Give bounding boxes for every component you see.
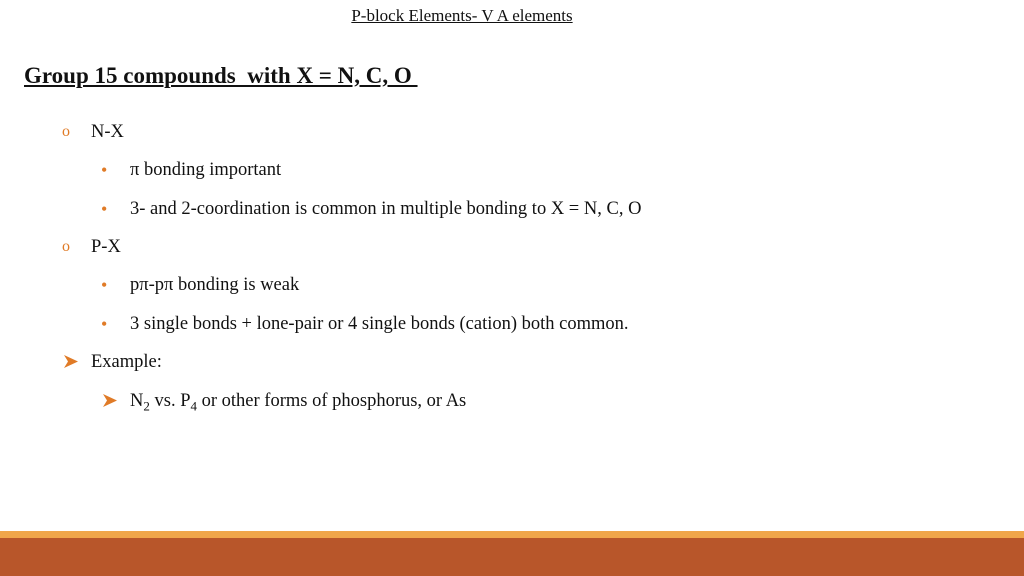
hollow-circle-bullet-icon: o [62, 123, 70, 140]
formula-n-subscript: 2 [143, 398, 150, 414]
dot-bullet-icon: • [101, 275, 108, 295]
hollow-circle-bullet-icon: o [62, 238, 70, 255]
list-item-label: Example: [91, 352, 162, 372]
formula-n-symbol: N [130, 391, 144, 411]
list-item-label: 3- and 2-coordination is common in multiple bonding to X = N, C, O [130, 199, 642, 219]
slide-title: Group 15 compounds with X = N, C, O [24, 63, 418, 88]
footer-stripe [0, 531, 1024, 538]
dot-bullet-icon: • [101, 314, 108, 334]
list-item-label: 3 single bonds + lone-pair or 4 single bonds (cation) both common. [130, 314, 629, 334]
list-item-label [130, 389, 466, 419]
list-item-label: π bonding important [130, 160, 282, 180]
list-item-label: N-X [91, 122, 124, 142]
formula-p-subscript: 4 [190, 398, 197, 414]
arrow-bullet-icon [64, 350, 78, 368]
arrow-bullet-icon [103, 389, 117, 407]
formula-vs-text: vs. P [149, 391, 191, 411]
list-item-label: P-X [91, 237, 121, 257]
formula-rest-text: or other forms of phosphorus, or As [197, 391, 467, 411]
dot-bullet-icon: • [101, 199, 108, 219]
dot-bullet-icon: • [101, 160, 108, 180]
list-item-label: pπ-pπ bonding is weak [130, 275, 300, 295]
page-header-title: P-block Elements- V A elements [351, 6, 573, 25]
footer-bar [0, 538, 1024, 576]
